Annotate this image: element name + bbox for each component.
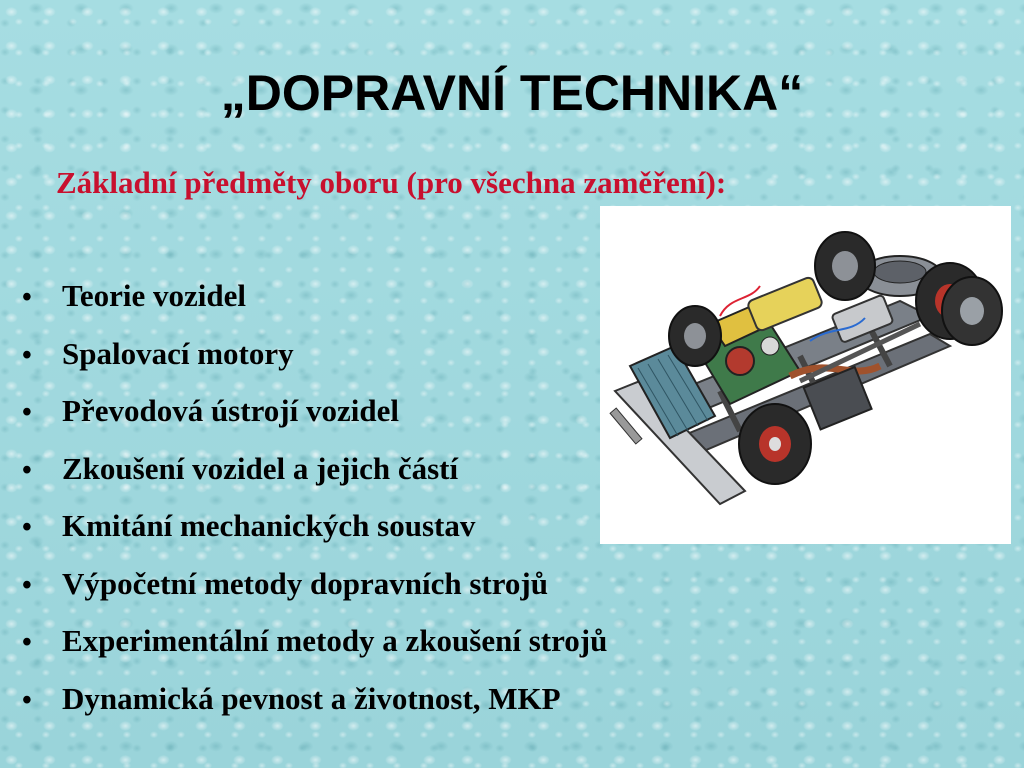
list-item <box>22 278 607 336</box>
list-item <box>22 681 607 739</box>
list-item <box>22 393 607 451</box>
list-item <box>22 566 607 624</box>
list-item-text: Výpočetní metody dopravních strojů <box>62 565 548 601</box>
list-item <box>22 508 607 566</box>
list-item-text: Kmitání mechanických soustav <box>62 508 476 543</box>
bullet-icon: • <box>22 627 32 658</box>
bullet-icon: • <box>22 282 32 313</box>
truck-chassis-icon <box>600 206 1011 544</box>
list-item <box>22 451 607 509</box>
list-item-text: Převodová ústrojí vozidel <box>62 393 399 428</box>
list-item-text: Spalovací motory <box>62 335 294 371</box>
bullet-icon: • <box>22 684 32 716</box>
bullet-icon: • <box>22 512 32 543</box>
slide-title: „DOPRAVNÍ TECHNIKA“ <box>220 65 804 121</box>
bullet-icon: • <box>22 569 32 601</box>
bullet-icon: • <box>22 454 32 486</box>
bullet-icon: • <box>22 339 32 371</box>
bullet-icon: • <box>22 397 32 428</box>
truck-chassis-picture <box>600 206 1011 544</box>
list-item <box>22 336 607 394</box>
list-item-text: Dynamická pevnost a životnost, MKP <box>62 680 561 716</box>
list-item-text: Zkoušení vozidel a jejich částí <box>62 450 459 486</box>
list-item-text: Teorie vozidel <box>62 278 246 313</box>
list-item-text: Experimentální metody a zkoušení strojů <box>62 623 608 658</box>
slide-subtitle: Základní předměty oboru (pro všechna zaměření): <box>56 165 727 200</box>
list-item <box>22 623 607 681</box>
bullet-list <box>22 278 607 738</box>
